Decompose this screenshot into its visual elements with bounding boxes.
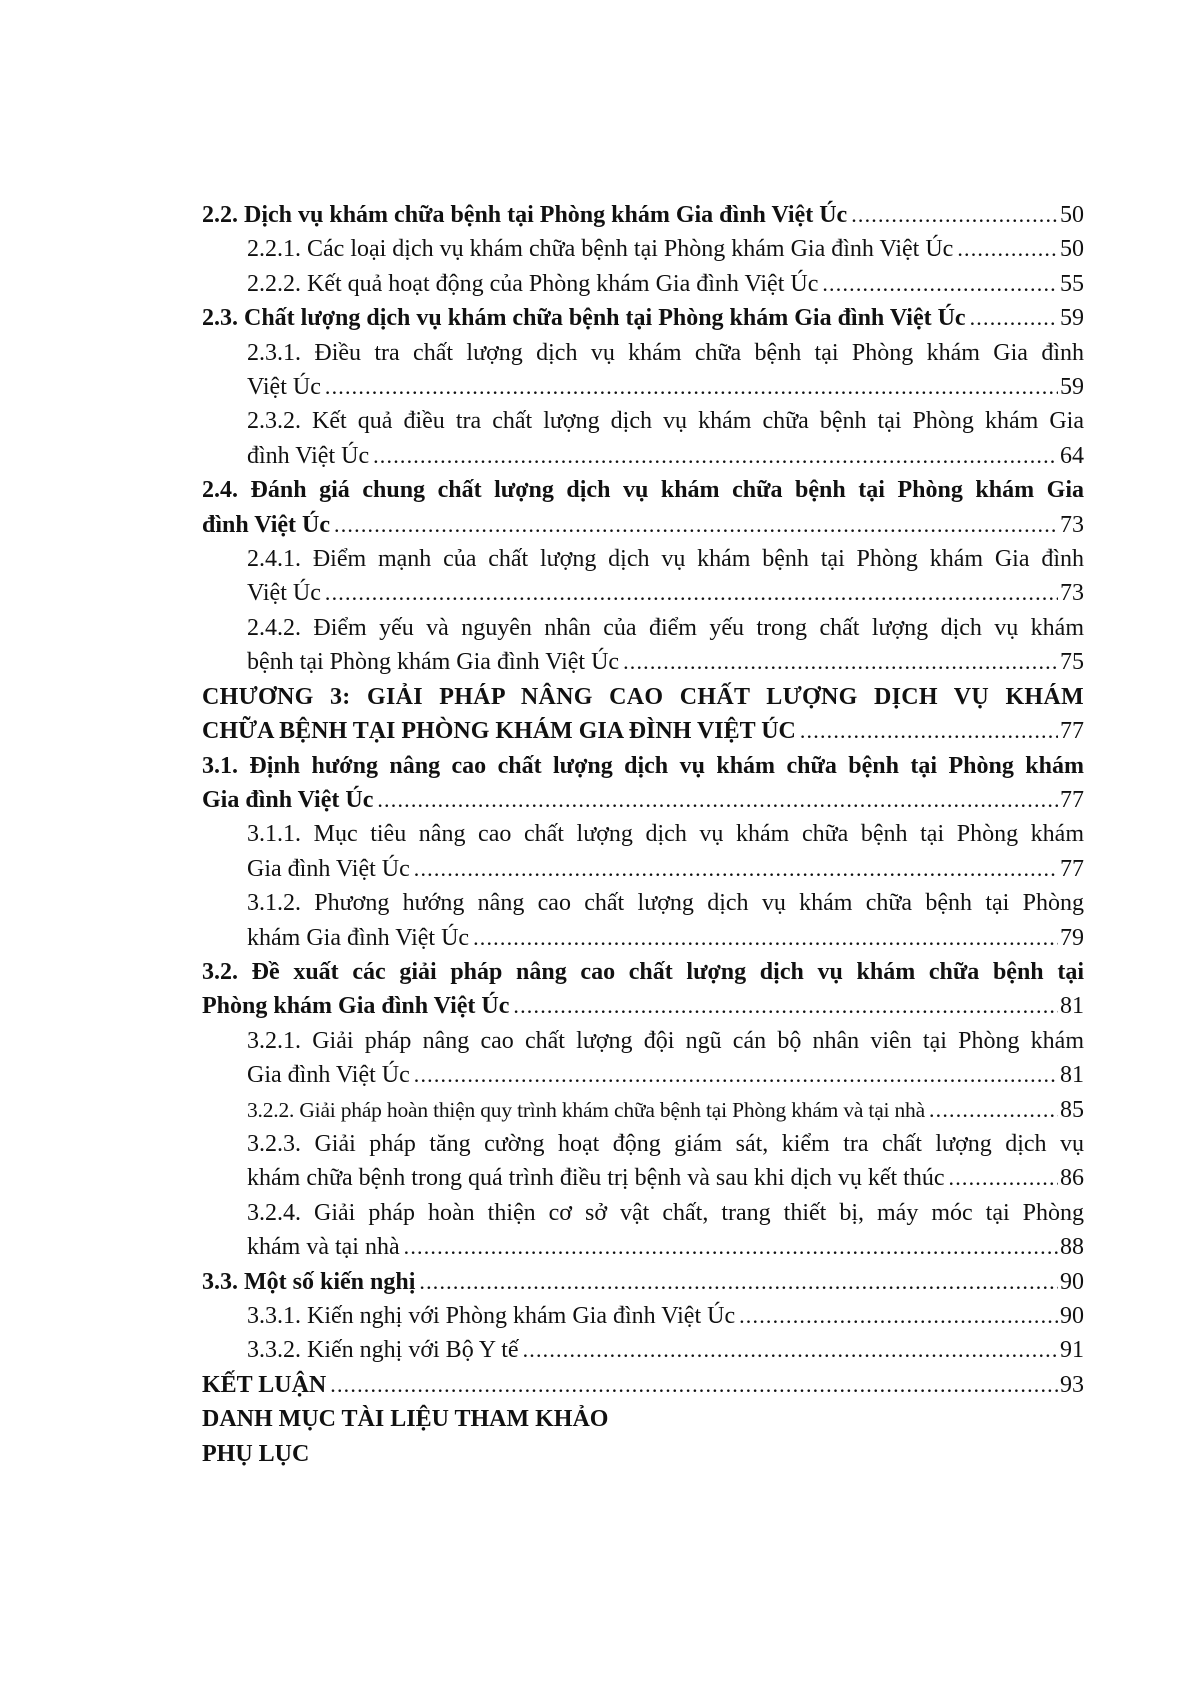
toc-dot-leader	[330, 1368, 1058, 1402]
toc-page-number: 64	[1060, 442, 1084, 469]
toc-entry-title: 2.3. Chất lượng dịch vụ khám chữa bệnh tại Phòng khám Gia đình Việt Úc	[202, 305, 966, 332]
toc-section-entry[interactable]	[202, 680, 1084, 749]
toc-entry-title: 2.2.2. Kết quả hoạt động của Phòng khám Gia đình Việt Úc	[247, 270, 819, 297]
toc-page-number: 77	[1060, 786, 1084, 813]
toc-entry-title-line: 3.2. Đề xuất các giải pháp nâng cao chất lượng dịch vụ khám chữa bệnh tại	[202, 958, 1084, 985]
toc-page-number: 75	[1060, 649, 1084, 676]
toc-dot-leader	[929, 1093, 1058, 1127]
toc-subsection-entry[interactable]	[202, 817, 1084, 886]
toc-page-number: 77	[1060, 718, 1084, 745]
toc-entry-title: Gia đình Việt Úc	[202, 786, 374, 813]
toc-entry-title-line: 3.2.4. Giải pháp hoàn thiện cơ sở vật chất, trang thiết bị, máy móc tại Phòng	[247, 1199, 1084, 1226]
toc-entry-title: KẾT LUẬN	[202, 1371, 327, 1398]
toc-dot-leader	[822, 267, 1058, 301]
toc-section-entry[interactable]	[202, 749, 1084, 818]
toc-page-number: 59	[1060, 374, 1084, 401]
toc-entry-title: Việt Úc	[247, 580, 321, 607]
toc-page-number: 77	[1060, 855, 1084, 882]
toc-subsection-entry[interactable]	[202, 404, 1084, 473]
toc-page-number: 86	[1060, 1165, 1084, 1192]
toc-entry-title: Gia đình Việt Úc	[247, 855, 410, 882]
toc-subsection-entry[interactable]	[202, 1333, 1084, 1367]
toc-subsection-entry[interactable]	[202, 232, 1084, 266]
toc-page-number: 59	[1060, 305, 1084, 332]
toc-section-entry[interactable]	[202, 1368, 1084, 1402]
toc-entry-title: 2.2.1. Các loại dịch vụ khám chữa bệnh tại Phòng khám Gia đình Việt Úc	[247, 236, 954, 263]
toc-dot-leader	[949, 1161, 1059, 1195]
toc-entry-title: Gia đình Việt Úc	[247, 1062, 410, 1089]
toc-dot-leader	[800, 714, 1058, 748]
toc-page-number: 50	[1060, 236, 1084, 263]
toc-page-number: 93	[1060, 1371, 1084, 1398]
toc-subsection-entry[interactable]	[202, 1024, 1084, 1093]
toc-entry-title: 3.3. Một số kiến nghị	[202, 1268, 416, 1295]
toc-section-entry[interactable]	[202, 955, 1084, 1024]
toc-subsection-entry[interactable]	[202, 542, 1084, 611]
toc-dot-leader	[414, 852, 1058, 886]
toc-subsection-entry[interactable]	[202, 1127, 1084, 1196]
table-of-contents	[202, 198, 1084, 1471]
toc-page-number: 88	[1060, 1234, 1084, 1261]
toc-entry-title: Việt Úc	[247, 374, 321, 401]
toc-page-number: 90	[1060, 1268, 1084, 1295]
toc-page-number: 73	[1060, 580, 1084, 607]
toc-entry-title-line: 2.3.1. Điều tra chất lượng dịch vụ khám chữa bệnh tại Phòng khám Gia đình	[247, 339, 1084, 366]
toc-entry-title: đình Việt Úc	[247, 442, 370, 469]
toc-subsection-entry[interactable]	[202, 611, 1084, 680]
toc-entry-title-line: 2.4. Đánh giá chung chất lượng dịch vụ khám chữa bệnh tại Phòng khám Gia	[202, 477, 1084, 504]
toc-entry-title: 3.3.1. Kiến nghị với Phòng khám Gia đình Việt Úc	[247, 1303, 736, 1329]
toc-entry-title: 3.2.2. Giải pháp hoàn thiện quy trình khám chữa bệnh tại Phòng khám và tại nhà	[247, 1097, 925, 1122]
toc-entry-title: khám chữa bệnh trong quá trình điều trị bệnh và sau khi dịch vụ kết thúc	[247, 1165, 945, 1192]
toc-dot-leader	[414, 1058, 1058, 1092]
toc-dot-leader	[513, 989, 1058, 1023]
toc-entry-title: khám Gia đình Việt Úc	[247, 924, 470, 951]
toc-entry-title: bệnh tại Phòng khám Gia đình Việt Úc	[247, 649, 620, 676]
toc-dot-leader	[473, 921, 1058, 955]
toc-entry-title-line: 2.4.1. Điểm mạnh của chất lượng dịch vụ khám bệnh tại Phòng khám Gia đình	[247, 546, 1084, 573]
toc-entry-title-line: 3.1.1. Mục tiêu nâng cao chất lượng dịch vụ khám chữa bệnh tại Phòng khám	[247, 821, 1084, 848]
toc-page-number: 50	[1060, 202, 1084, 228]
toc-section-entry[interactable]	[202, 473, 1084, 542]
toc-page-number: 90	[1060, 1303, 1084, 1329]
toc-entry-title-line: 3.2.1. Giải pháp nâng cao chất lượng đội ngũ cán bộ nhân viên tại Phòng khám	[247, 1027, 1084, 1054]
toc-dot-leader	[419, 1265, 1058, 1299]
toc-subsection-entry[interactable]	[202, 1299, 1084, 1333]
toc-subsection-entry[interactable]	[202, 336, 1084, 405]
toc-page-number: 55	[1060, 270, 1084, 297]
toc-dot-leader	[623, 645, 1058, 679]
toc-entry-title: khám và tại nhà	[247, 1234, 400, 1261]
toc-section-entry[interactable]	[202, 301, 1084, 335]
toc-entry-title-line: 2.3.2. Kết quả điều tra chất lượng dịch vụ khám chữa bệnh tại Phòng khám Gia	[247, 408, 1084, 435]
toc-page-number: 91	[1060, 1337, 1084, 1364]
toc-subsection-entry[interactable]	[202, 1093, 1084, 1127]
toc-page-number: 85	[1060, 1096, 1084, 1123]
toc-subsection-entry[interactable]	[202, 1196, 1084, 1265]
toc-entry-title-line: 3.1. Định hướng nâng cao chất lượng dịch vụ khám chữa bệnh tại Phòng khám	[202, 752, 1084, 779]
toc-subsection-entry[interactable]	[202, 886, 1084, 955]
toc-entry-title: CHỮA BỆNH TẠI PHÒNG KHÁM GIA ĐÌNH VIỆT ÚC	[202, 718, 796, 745]
toc-page-number: 79	[1060, 924, 1084, 951]
toc-dot-leader	[373, 439, 1058, 473]
toc-section-entry[interactable]	[202, 1265, 1084, 1299]
toc-subsection-entry[interactable]	[202, 267, 1084, 301]
toc-entry-title-line: 3.1.2. Phương hướng nâng cao chất lượng dịch vụ khám chữa bệnh tại Phòng	[247, 890, 1084, 917]
toc-dot-leader	[377, 783, 1058, 817]
toc-dot-leader	[404, 1230, 1058, 1264]
toc-page-number: 81	[1060, 993, 1084, 1020]
toc-entry-title: 2.2. Dịch vụ khám chữa bệnh tại Phòng khám Gia đình Việt Úc	[202, 202, 848, 228]
toc-entry-title-line: CHƯƠNG 3: GIẢI PHÁP NÂNG CAO CHẤT LƯỢNG DỊCH VỤ KHÁM	[202, 683, 1084, 710]
toc-dot-leader	[851, 198, 1058, 232]
toc-page-number: 73	[1060, 511, 1084, 538]
toc-dot-leader	[957, 232, 1058, 266]
toc-entry-title: đình Việt Úc	[202, 511, 331, 538]
toc-page-number: 81	[1060, 1062, 1084, 1089]
toc-section-entry[interactable]	[202, 198, 1084, 232]
toc-dot-leader	[523, 1333, 1058, 1367]
toc-entry-title: DANH MỤC TÀI LIỆU THAM KHẢO	[202, 1406, 609, 1433]
toc-section-entry[interactable]	[202, 1437, 1084, 1471]
toc-section-entry[interactable]	[202, 1402, 1084, 1436]
toc-entry-title: Phòng khám Gia đình Việt Úc	[202, 993, 510, 1020]
toc-dot-leader	[325, 576, 1058, 610]
toc-entry-title-line: 3.2.3. Giải pháp tăng cường hoạt động giám sát, kiểm tra chất lượng dịch vụ	[247, 1130, 1084, 1157]
toc-dot-leader	[325, 370, 1058, 404]
toc-dot-leader	[970, 301, 1058, 335]
toc-entry-title: PHỤ LỤC	[202, 1440, 310, 1467]
toc-dot-leader	[334, 508, 1058, 542]
toc-dot-leader	[739, 1299, 1058, 1333]
toc-entry-title: 3.3.2. Kiến nghị với Bộ Y tế	[247, 1337, 519, 1364]
toc-entry-title-line: 2.4.2. Điểm yếu và nguyên nhân của điểm yếu trong chất lượng dịch vụ khám	[247, 614, 1084, 641]
